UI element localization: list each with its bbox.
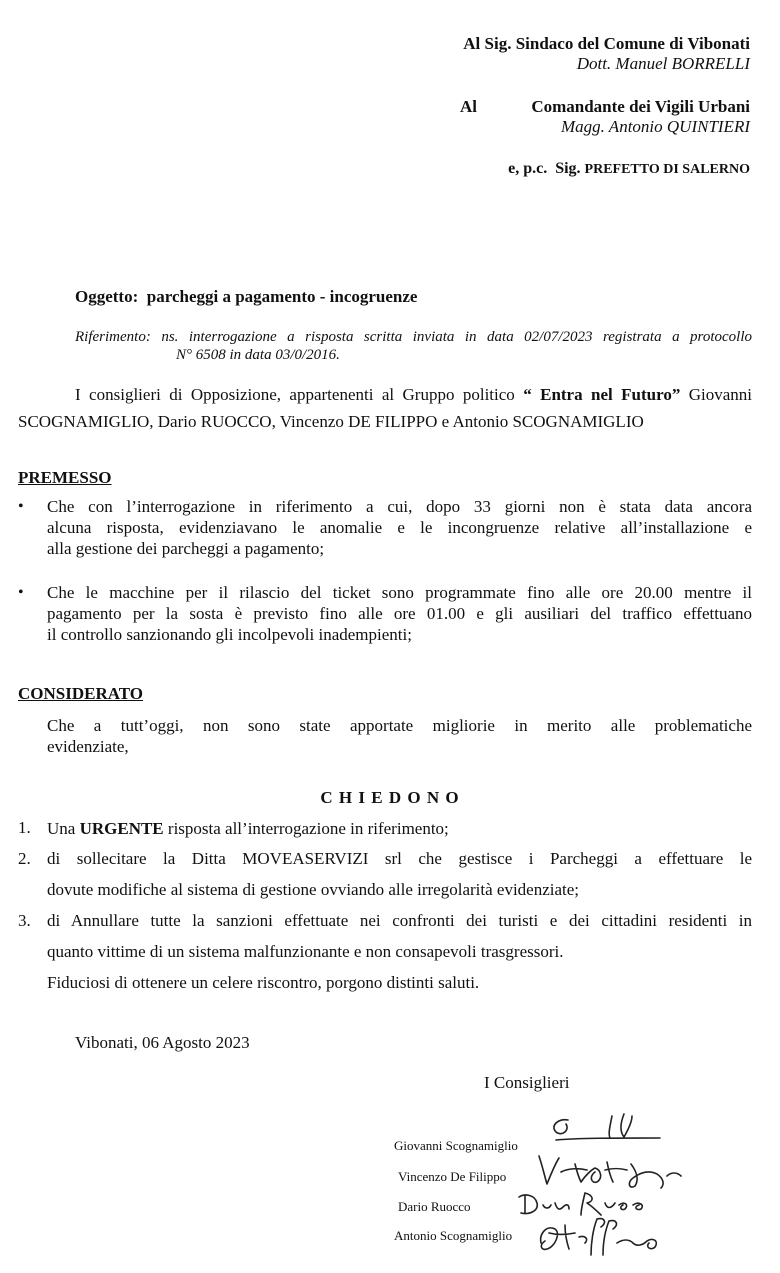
chiedono-num-3: 3.: [18, 911, 31, 930]
bullet-2: •: [18, 584, 24, 601]
recipient-mayor: Al Sig. Sindaco del Comune di Vibonati: [463, 34, 750, 53]
premesso-item-2: [47, 582, 752, 645]
premesso-item-1-line3: alla gestione dei parcheggi a pagamento;: [47, 539, 325, 558]
considerato-text: [47, 715, 752, 757]
recipient-commander-name: Magg. Antonio QUINTIERI: [560, 117, 750, 136]
signature-1-image: [540, 1112, 670, 1152]
recipient-prefect: [508, 160, 750, 178]
recipient-commander-prefix: Al: [460, 97, 477, 116]
reference-label: Riferimento:: [75, 329, 151, 345]
chiedono-item-2-line1: di sollecitare la Ditta MOVEASERVIZI srl che gestisce i Parcheggi a effettuare le: [47, 849, 752, 868]
premesso-item-2-line3: il controllo sanzionando gli incolpevoli inadempienti;: [47, 625, 412, 644]
signers-heading: I Consiglieri: [484, 1073, 570, 1092]
considerato-line1: Che a tutt’oggi, non sono state apportate migliorie in merito alle problematiche: [47, 716, 752, 735]
chiedono-item-2-line2: dovute modifiche al sistema di gestione ovviando alle irregolarità evidenziate;: [47, 880, 580, 899]
intro-line2: SCOGNAMIGLIO, Dario RUOCCO, Vincenzo DE FILIPPO e Antonio SCOGNAMIGLIO: [18, 412, 644, 431]
subject-label: Oggetto:: [75, 287, 139, 306]
chiedono-item-1: [47, 818, 752, 839]
premesso-item-1: [47, 496, 752, 559]
signer-name-1: Giovanni Scognamiglio: [394, 1138, 518, 1153]
recipient-mayor-name: Dott. Manuel BORRELLI: [576, 54, 750, 73]
premesso-item-2-line1: Che le macchine per il rilascio del ticket sono programmate fino alle ore 20.00 mentre il: [47, 583, 752, 602]
recipient-commander: Comandante dei Vigili Urbani: [531, 97, 750, 116]
chiedono-item-1-pre: Una: [47, 819, 76, 838]
signature-4-image: [535, 1215, 665, 1260]
intro-part1: I consiglieri di Opposizione, appartenenti al Gruppo politico: [75, 385, 515, 404]
subject-text: parcheggi a pagamento - incogruenze: [146, 287, 418, 306]
place-date: Vibonati, 06 Agosto 2023: [75, 1033, 250, 1052]
chiedono-num-2: 2.: [18, 849, 31, 868]
reference-line1: ns. interrogazione a risposta scritta inviata in data 02/07/2023 registrata a protocollo: [161, 329, 752, 345]
cc-title: Sig.: [555, 160, 581, 177]
cc-prefix: e, p.c.: [508, 160, 548, 177]
chiedono-item-3-line2: quanto vittime di un sistema malfunzionante e non consapevoli trasgressori.: [47, 942, 564, 961]
chiedono-closing: Fiduciosi di ottenere un celere riscontro, porgono distinti saluti.: [47, 973, 480, 992]
chiedono-num-1: 1.: [18, 818, 31, 837]
chiedono-item-3: [47, 905, 752, 998]
intro-part2: Giovanni: [688, 385, 753, 404]
chiedono-item-2: [47, 843, 752, 905]
bullet-1: •: [18, 498, 24, 515]
intro-line1: [75, 385, 752, 405]
chiedono-item-1-post: risposta all’interrogazione in riferimento;: [167, 819, 449, 838]
signer-name-4: Antonio Scognamiglio: [394, 1228, 513, 1243]
chiedono-item-1-bold: URGENTE: [79, 819, 164, 838]
chiedono-item-3-line1: di Annullare tutte la sanzioni effettuate nei confronti dei turisti e dei cittadini residenti in: [47, 911, 752, 930]
considerato-line2: evidenziate,: [47, 737, 129, 756]
considerato-heading: CONSIDERATO: [18, 684, 144, 703]
premesso-item-2-line2: pagamento per la sosta è previsto fino alle ore 01.00 e gli ausiliari del traffico effettuano: [47, 604, 752, 623]
subject: [75, 287, 417, 307]
reference: [75, 328, 752, 347]
signer-name-3: Dario Ruocco: [398, 1199, 471, 1214]
signer-name-2: Vincenzo De Filippo: [398, 1169, 507, 1184]
reference-line2: N° 6508 in data 03/0/2016.: [176, 347, 340, 363]
intro-group: “ Entra nel Futuro”: [523, 385, 681, 404]
premesso-item-1-line1: Che con l’interrogazione in riferimento a cui, dopo 33 giorni non è stata data ancora: [47, 497, 752, 516]
chiedono-heading: C H I E D O N O: [320, 788, 460, 807]
premesso-heading: PREMESSO: [18, 468, 112, 487]
premesso-item-1-line2: alcuna risposta, evidenziavano le anomalie e le incongruenze relative all’installazione e: [47, 518, 752, 537]
cc-prefect: PREFETTO DI SALERNO: [584, 162, 750, 177]
